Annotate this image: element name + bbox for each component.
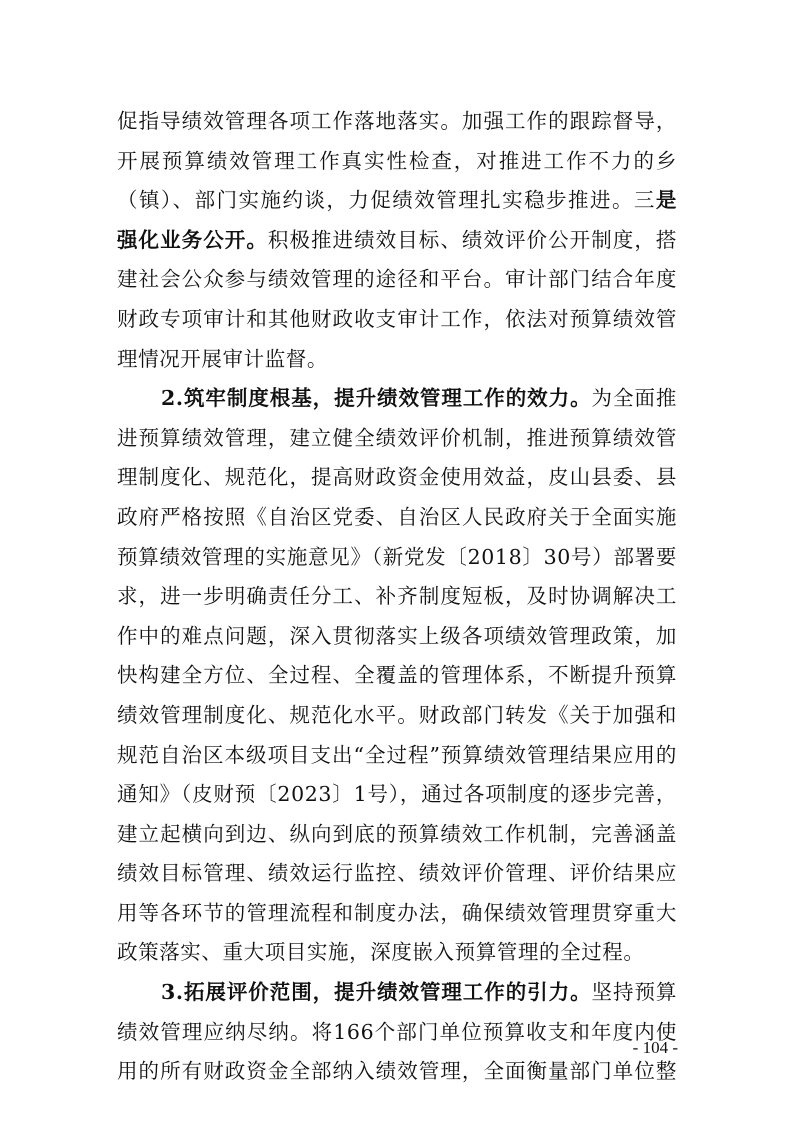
text-line bbox=[117, 458, 677, 498]
section-heading-line bbox=[117, 973, 677, 1013]
line-text: 规范自治区本级项目支出“全过程”预算绩效管理结果应用的 bbox=[117, 742, 677, 767]
text-line bbox=[117, 617, 677, 657]
text-line bbox=[117, 696, 677, 736]
text-line bbox=[117, 656, 677, 696]
section-heading-line bbox=[117, 379, 677, 419]
line-text: 绩效目标管理、绩效运行监控、绩效评价管理、评价结果应 bbox=[117, 861, 677, 886]
text-line bbox=[117, 1013, 677, 1053]
text-line bbox=[117, 854, 677, 894]
line-text: （镇）、部门实施约谈，力促绩效管理扎实稳步推进。三 bbox=[117, 188, 656, 213]
text-line bbox=[117, 775, 677, 815]
text-line-last bbox=[117, 933, 677, 973]
text-line bbox=[117, 894, 677, 934]
line-text: 绩效管理制度化、规范化水平。财政部门转发《关于加强和 bbox=[117, 702, 677, 727]
line-text: 坚持预算 bbox=[591, 980, 678, 1005]
section-heading: 3.拓展评价范围，提升绩效管理工作的引力。 bbox=[161, 980, 592, 1005]
line-text: 预算绩效管理的实施意见》（新党发〔2018〕30号）部署要 bbox=[117, 544, 677, 569]
line-text: 通知》（皮财预〔2023〕1号），通过各项制度的逐步完善， bbox=[117, 782, 677, 807]
text-line bbox=[117, 736, 677, 776]
line-text: 理制度化、规范化，提高财政资金使用效益，皮山县委、县 bbox=[117, 465, 677, 490]
page-number: - 104 - bbox=[632, 1038, 678, 1057]
line-text: 建社会公众参与绩效管理的途径和平台。审计部门结合年度 bbox=[117, 267, 677, 292]
text-line bbox=[117, 1052, 677, 1092]
line-text: 开展预算绩效管理工作真实性检查，对推进工作不力的乡 bbox=[117, 148, 677, 173]
text-line bbox=[117, 181, 677, 221]
line-text: 绩效管理应纳尽纳。将166个部门单位预算收支和年度内使 bbox=[117, 1019, 677, 1044]
text-line bbox=[117, 221, 677, 261]
section-heading: 2.筑牢制度根基，提升绩效管理工作的效力。 bbox=[161, 386, 592, 411]
line-text: 促指导绩效管理各项工作落地落实。加强工作的跟踪督导， bbox=[117, 109, 677, 133]
line-text: 财政专项审计和其他财政收支审计工作，依法对预算绩效管 bbox=[117, 306, 677, 331]
text-line bbox=[117, 577, 677, 617]
text-line bbox=[117, 260, 677, 300]
text-line bbox=[117, 419, 677, 459]
line-text: 为全面推 bbox=[591, 386, 678, 411]
line-text: 政策落实、重大项目实施，深度嵌入预算管理的全过程。 bbox=[117, 940, 645, 965]
body-text bbox=[117, 102, 677, 1092]
text-line bbox=[117, 300, 677, 340]
line-text: 求，进一步明确责任分工、补齐制度短板，及时协调解决工 bbox=[117, 584, 677, 609]
line-text: 用的所有财政资金全部纳入绩效管理，全面衡量部门单位整 bbox=[117, 1059, 677, 1084]
line-text: 作中的难点问题，深入贯彻落实上级各项绩效管理政策，加 bbox=[117, 623, 677, 648]
text-line bbox=[117, 102, 677, 142]
text-line bbox=[117, 815, 677, 855]
text-line bbox=[117, 498, 677, 538]
text-line-last bbox=[117, 340, 677, 380]
line-text: 理情况开展审计监督。 bbox=[117, 346, 328, 371]
line-text: 积极推进绩效目标、绩效评价公开制度，搭 bbox=[267, 227, 677, 252]
line-text: 快构建全方位、全过程、全覆盖的管理体系，不断提升预算 bbox=[117, 663, 677, 688]
line-text: 用等各环节的管理流程和制度办法，确保绩效管理贯穿重大 bbox=[117, 900, 677, 925]
line-text: 建立起横向到边、纵向到底的预算绩效工作机制，完善涵盖 bbox=[117, 821, 677, 846]
line-text: 政府严格按照《自治区党委、自治区人民政府关于全面实施 bbox=[117, 504, 677, 529]
text-line bbox=[117, 538, 677, 578]
line-text: 进预算绩效管理，建立健全绩效评价机制，推进预算绩效管 bbox=[117, 425, 677, 450]
bold-text: 强化业务公开。 bbox=[117, 227, 268, 252]
text-line bbox=[117, 142, 677, 182]
bold-text: 是 bbox=[655, 188, 677, 213]
